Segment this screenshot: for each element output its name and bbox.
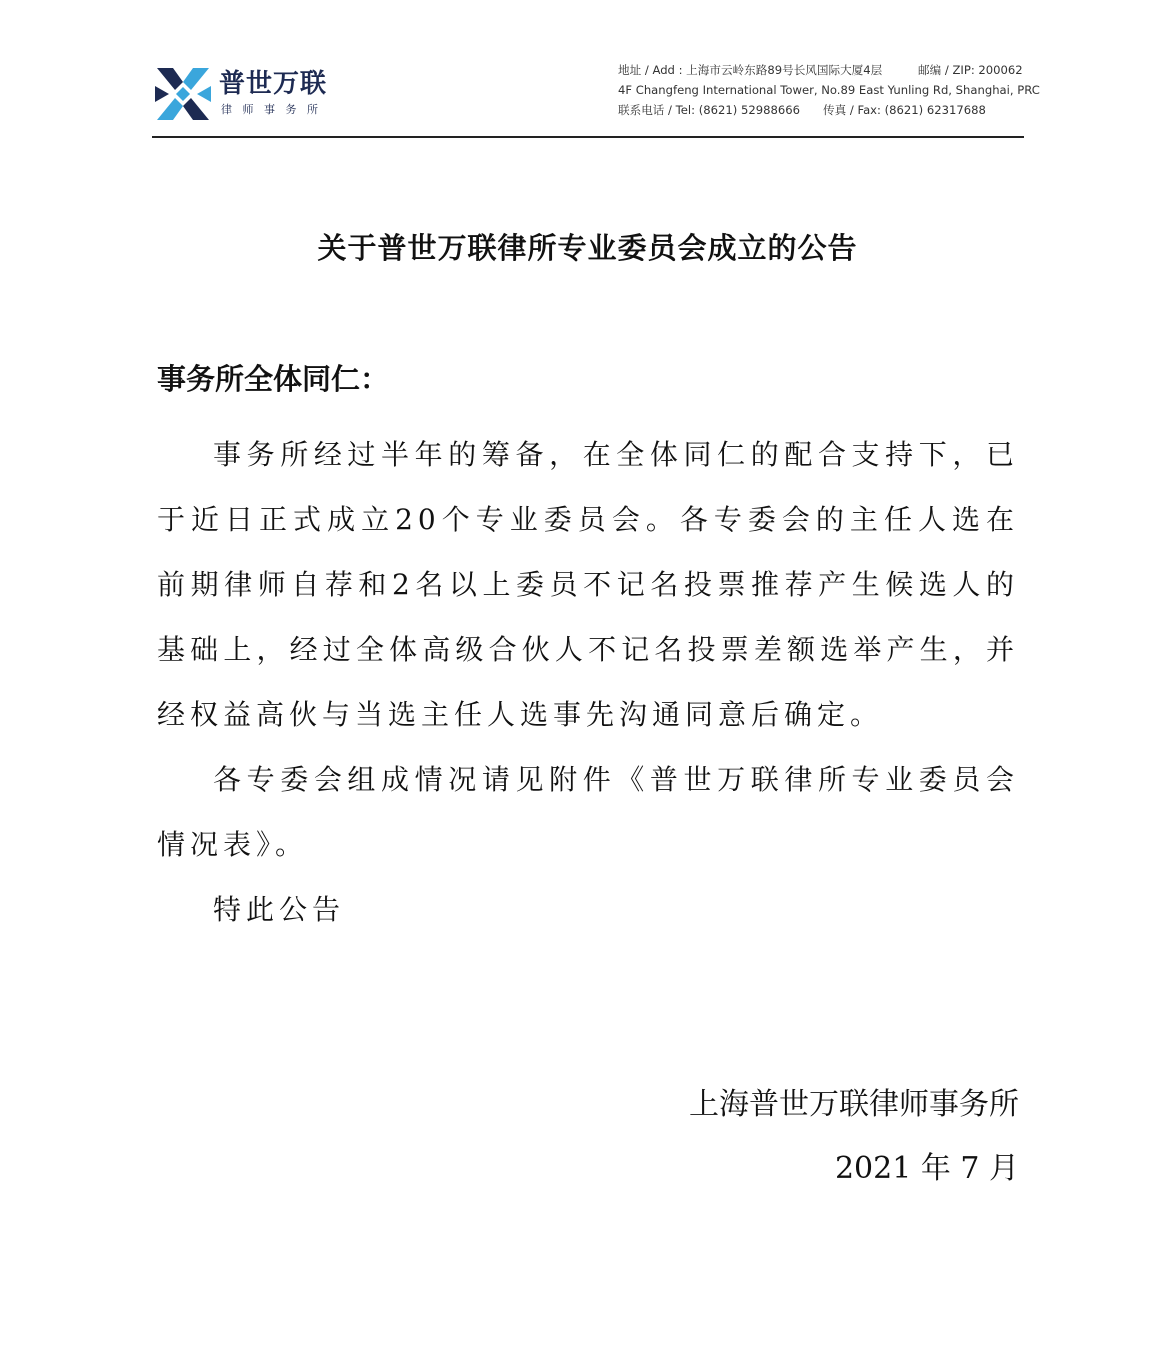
contact-row-address-en bbox=[618, 80, 1040, 100]
fax: 传真 / Fax: (8621) 62317688 bbox=[823, 103, 986, 117]
salutation: 事务所全体同仁： bbox=[157, 362, 390, 396]
body-paragraph: 事务所经过半年的筹备，在全体同仁的配合支持下，已于近日正式成立20个专业委员会。各专委会的主任人选在前期律师自荐和2名以上委员不记名投票推荐产生候选人的基础上，经过全体高级合伙人不记名投票差额选举产生，并经权益高伙与当选主任人选事先沟通同意后确定。 bbox=[157, 438, 1019, 731]
body-paragraph: 各专委会组成情况请见附件《普世万联律所专业委员会情况表》。 bbox=[157, 763, 1019, 861]
signature-date: 2021 年 7 月 bbox=[834, 1151, 1019, 1186]
signature-organization: 上海普世万联律师事务所 bbox=[689, 1087, 1019, 1122]
firm-logo-name: 普世万联 bbox=[219, 69, 328, 99]
firm-logo-icon bbox=[155, 66, 211, 122]
contact-row-phone bbox=[618, 100, 1028, 120]
document-body bbox=[157, 422, 1019, 942]
firm-logo-subtitle: 律师事务所 bbox=[221, 103, 329, 116]
contact-row-address bbox=[618, 60, 1028, 80]
firm-logo bbox=[155, 66, 335, 126]
letterhead-contact bbox=[618, 60, 1040, 120]
address-en: 4F Changfeng International Tower, No.89 East Yunling Rd, Shanghai, PRC bbox=[618, 83, 1040, 97]
zip-code: 邮编 / ZIP: 200062 bbox=[918, 63, 1023, 77]
telephone: 联系电话 / Tel: (8621) 52988666 bbox=[618, 103, 800, 117]
header-divider bbox=[152, 136, 1024, 138]
document-title: 关于普世万联律所专业委员会成立的公告 bbox=[317, 231, 858, 265]
signature-block bbox=[689, 1073, 1019, 1201]
address-cn: 地址 / Add : 上海市云岭东路89号长风国际大厦4层 bbox=[618, 63, 883, 77]
body-paragraph: 特此公告 bbox=[213, 893, 346, 926]
